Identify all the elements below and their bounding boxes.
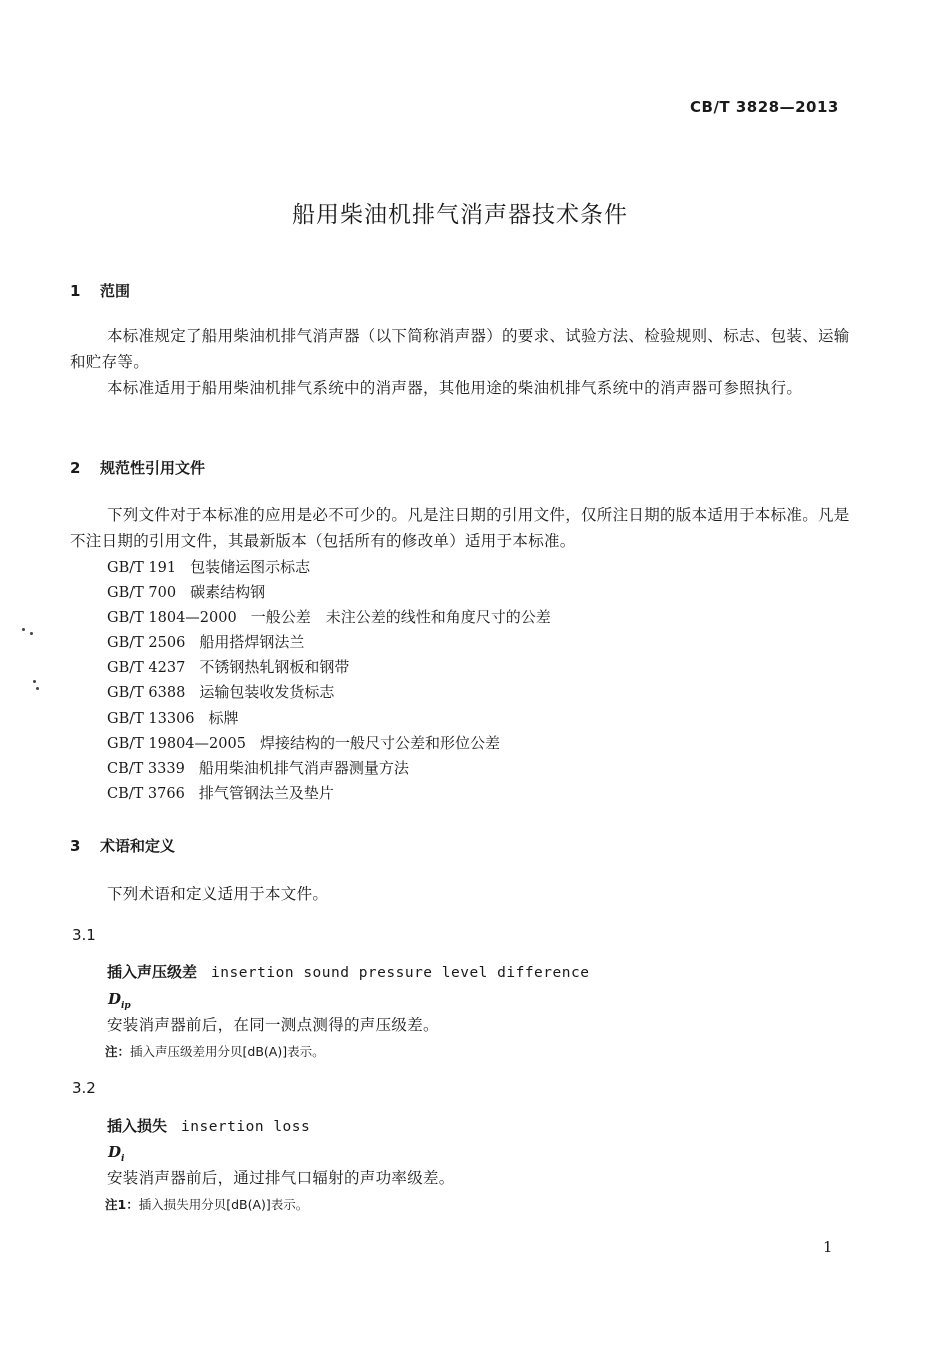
term-english: insertion sound pressure level difference bbox=[211, 965, 590, 981]
reference-code: CB/T 3339 bbox=[107, 760, 185, 777]
reference-title: 运输包装收发货标志 bbox=[199, 683, 335, 702]
section-title: 规范性引用文件 bbox=[100, 459, 206, 477]
term-definition: 安装消声器前后，在同一测点测得的声压级差。 bbox=[107, 1016, 439, 1034]
term-symbol bbox=[108, 1143, 124, 1164]
reference-code: GB/T 700 bbox=[107, 585, 177, 602]
note-text: 插入声压级差用分贝[dB(A)]表示。 bbox=[130, 1044, 325, 1059]
reference-title: 焊接结构的一般尺寸公差和形位公差 bbox=[259, 733, 500, 752]
reference-title: 包装储运图示标志 bbox=[190, 558, 311, 576]
section-number: 2 bbox=[70, 459, 81, 477]
reference-code: GB/T 19804—2005 bbox=[107, 735, 246, 752]
reference-title: 一般公差 未注公差的线性和角度尺寸的公差 bbox=[250, 608, 551, 627]
reference-code: CB/T 3766 bbox=[107, 785, 185, 802]
term-number: 3.1 bbox=[72, 926, 96, 944]
references-intro: 下列文件对于本标准的应用是必不可少的。凡是注日期的引用文件，仅所注日期的版本适用于本标准。凡是不注日期的引用文件，其最新版本（包括所有的修改单）适用于本标准。 bbox=[70, 506, 850, 550]
term-english: insertion loss bbox=[181, 1119, 311, 1135]
term-number: 3.2 bbox=[72, 1079, 96, 1097]
reference-title: 船用柴油机排气消声器测量方法 bbox=[198, 758, 409, 777]
section-3-heading bbox=[70, 835, 175, 856]
reference-title: 标牌 bbox=[208, 708, 239, 727]
reference-code: GB/T 6388 bbox=[107, 685, 186, 702]
reference-code: GB/T 13306 bbox=[107, 710, 195, 727]
symbol-subscript: i bbox=[121, 1154, 125, 1164]
note-label: 注： bbox=[105, 1044, 131, 1059]
reference-code: GB/T 1804—2000 bbox=[107, 610, 237, 627]
symbol-base: D bbox=[108, 1143, 122, 1161]
symbol-base: D bbox=[108, 990, 122, 1008]
reference-code: GB/T 2506 bbox=[107, 635, 186, 652]
scope-paragraph-1: 本标准规定了船用柴油机排气消声器（以下简称消声器）的要求、试验方法、检验规则、标志、包装、运输和贮存等。 bbox=[70, 327, 850, 371]
term-chinese: 插入声压级差 bbox=[107, 963, 198, 981]
page-number: 1 bbox=[823, 1238, 833, 1256]
reference-item bbox=[107, 655, 551, 680]
term-note bbox=[105, 1042, 325, 1060]
standard-code: CB/T 3828—2013 bbox=[690, 98, 839, 116]
scan-speck bbox=[22, 628, 25, 631]
reference-code: GB/T 4237 bbox=[107, 660, 186, 677]
reference-item bbox=[107, 706, 551, 731]
reference-title: 碳素结构钢 bbox=[190, 583, 266, 602]
scan-speck bbox=[33, 680, 36, 683]
section-number: 1 bbox=[70, 282, 81, 300]
section-title: 术语和定义 bbox=[100, 837, 176, 855]
terms-intro: 下列术语和定义适用于本文件。 bbox=[107, 885, 329, 903]
section-title: 范围 bbox=[100, 282, 131, 300]
section-2-heading bbox=[70, 457, 205, 478]
term-note bbox=[105, 1195, 308, 1213]
reference-item bbox=[107, 756, 551, 781]
scan-speck bbox=[36, 687, 39, 690]
reference-list bbox=[107, 555, 551, 806]
reference-title: 船用搭焊钢法兰 bbox=[199, 633, 305, 652]
term-chinese: 插入损失 bbox=[107, 1117, 168, 1135]
scan-speck bbox=[30, 632, 33, 635]
section-1-heading bbox=[70, 280, 130, 301]
scope-paragraph-2: 本标准适用于船用柴油机排气系统中的消声器，其他用途的柴油机排气系统中的消声器可参照执行。 bbox=[107, 379, 803, 397]
reference-title: 排气管钢法兰及垫片 bbox=[198, 783, 334, 802]
note-label: 注1： bbox=[105, 1197, 139, 1212]
reference-item bbox=[107, 630, 551, 655]
reference-code: GB/T 191 bbox=[107, 560, 177, 576]
section-number: 3 bbox=[70, 837, 81, 855]
document-title: 船用柴油机排气消声器技术条件 bbox=[292, 202, 628, 228]
term-heading bbox=[107, 1115, 310, 1136]
reference-title: 不锈钢热轧钢板和钢带 bbox=[199, 658, 350, 677]
term-heading bbox=[107, 961, 589, 982]
note-text: 插入损失用分贝[dB(A)]表示。 bbox=[138, 1197, 309, 1212]
reference-item bbox=[107, 781, 551, 806]
term-definition: 安装消声器前后，通过排气口辐射的声功率级差。 bbox=[107, 1169, 455, 1187]
reference-item bbox=[107, 580, 551, 605]
reference-item bbox=[107, 555, 551, 580]
reference-item bbox=[107, 680, 551, 705]
reference-item bbox=[107, 731, 551, 756]
symbol-subscript: ip bbox=[121, 1001, 131, 1011]
term-symbol bbox=[108, 990, 131, 1011]
reference-item bbox=[107, 605, 551, 630]
